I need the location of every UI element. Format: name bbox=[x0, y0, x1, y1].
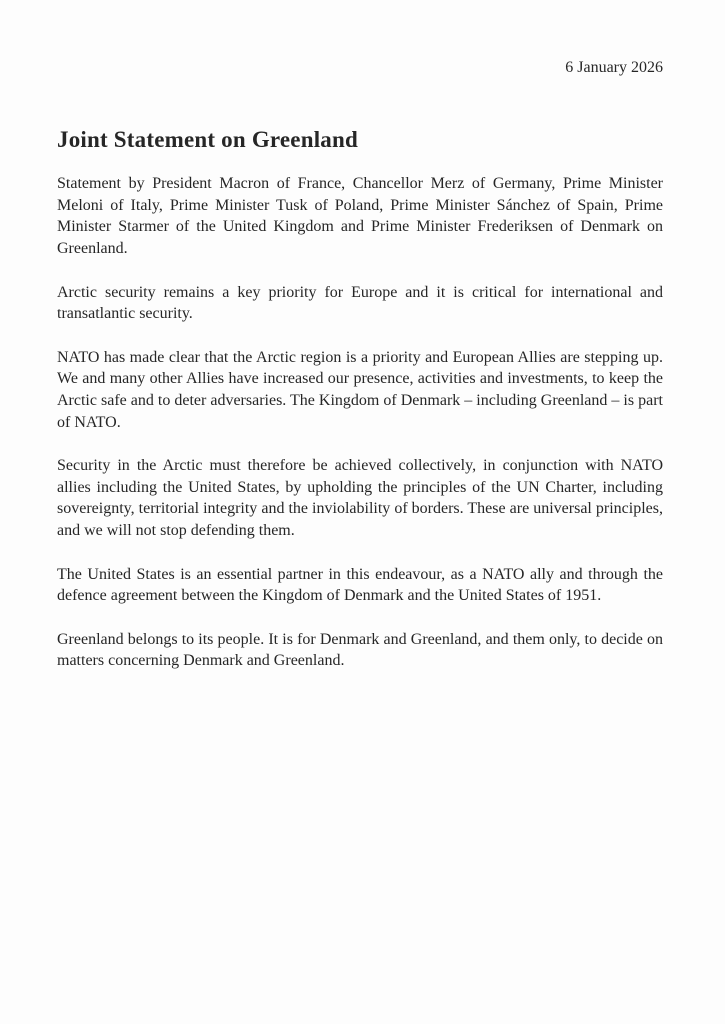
statement-paragraph: Statement by President Macron of France, Chancellor Merz of Germany, Prime Minister Meloni of Italy, Prime Minister Tusk of Poland, Prime Minister Sánchez of Spain, Prime Minister Starmer of the United Kingdom and Prime Minister Frederiksen of Denmark on Greenland. bbox=[57, 175, 663, 257]
statement-paragraph: Arctic security remains a key priority for Europe and it is critical for international and transatlantic security. bbox=[57, 283, 663, 323]
statement-body bbox=[57, 173, 663, 672]
statement-paragraph: The United States is an essential partner in this endeavour, as a NATO ally and through the defence agreement between the Kingdom of Denmark and the United States of 1951. bbox=[57, 565, 663, 605]
statement-paragraph: NATO has made clear that the Arctic region is a priority and European Allies are stepping up. We and many other Allies have increased our presence, activities and investments, to keep the Arctic safe and to deter adversaries. The Kingdom of Denmark – including Greenland – is part of NATO. bbox=[57, 348, 663, 431]
statement-paragraph: Security in the Arctic must therefore be achieved collectively, in conjunction with NATO allies including the United States, by upholding the principles of the UN Charter, including sovereignty, territorial integrity and the inviolability of borders. These are universal principles, and we will not stop defending them. bbox=[57, 457, 663, 539]
page-title: Joint Statement on Greenland bbox=[57, 127, 358, 153]
date-line: 6 January 2026 bbox=[565, 59, 663, 76]
statement-paragraph: Greenland belongs to its people. It is for Denmark and Greenland, and them only, to decide on matters concerning Denmark and Greenland. bbox=[57, 630, 663, 670]
